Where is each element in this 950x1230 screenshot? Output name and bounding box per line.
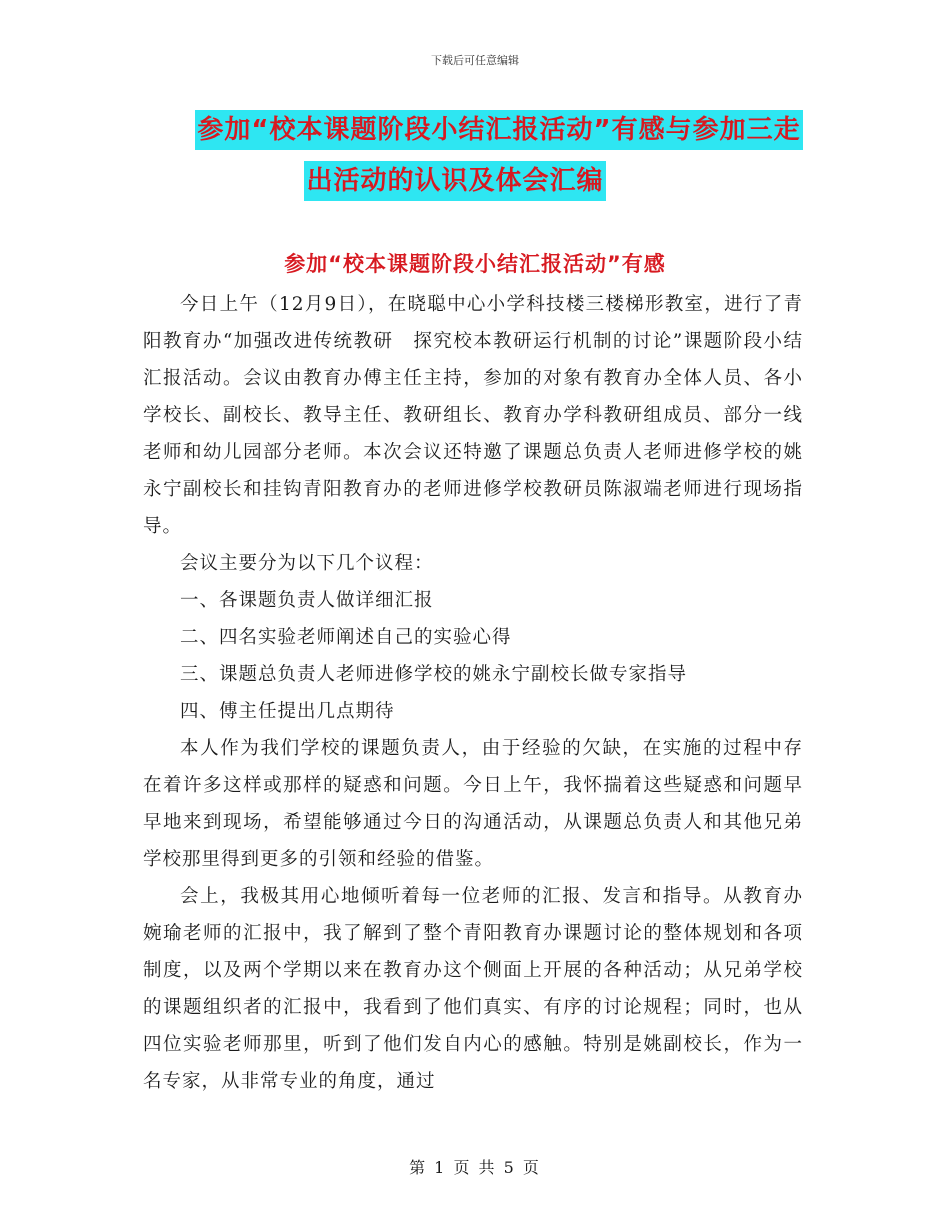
title-line-1: 参加“校本课题阶段小结汇报活动”有感与参加三走 — [195, 110, 802, 150]
agenda-item: 三、课题总负责人老师进修学校的姚永宁副校长做专家指导 — [180, 664, 688, 685]
agenda-item: 一、各课题负责人做详细汇报 — [180, 590, 434, 611]
agenda-item: 四、傅主任提出几点期待 — [180, 701, 395, 722]
header-note: 下载后可任意编辑 — [431, 54, 519, 67]
agenda-item: 二、四名实验老师阐述自己的实验心得 — [180, 627, 512, 648]
document-title — [0, 110, 950, 201]
title-line-2: 出活动的认识及体会汇编 — [304, 161, 605, 201]
section-heading: 参加“校本课题阶段小结汇报活动”有感 — [284, 252, 666, 276]
page-footer: 第 1 页 共 5 页 — [409, 1158, 541, 1177]
body-text — [143, 286, 803, 1100]
paragraph: 本人作为我们学校的课题负责人，由于经验的欠缺，在实施的过程中存在着许多这样或那样的疑惑和问题。今日上午，我怀揣着这些疑惑和问题早早地来到现场，希望能够通过今日的沟通活动，从课题总负责人和其他兄弟学校那里得到更多的引领和经验的借鉴。 — [143, 738, 803, 870]
paragraph: 会上，我极其用心地倾听着每一位老师的汇报、发言和指导。从教育办婉瑜老师的汇报中，我了解到了整个青阳教育办课题讨论的整体规划和各项制度，以及两个学期以来在教育办这个侧面上开展的各种活动；从兄弟学校的课题组织者的汇报中，我看到了他们真实、有序的讨论规程；同时，也从四位实验老师那里，听到了他们发自内心的感触。特别是姚副校长，作为一名专家，从非常专业的角度，通过 — [143, 886, 803, 1092]
paragraph: 会议主要分为以下几个议程： — [180, 553, 434, 574]
paragraph: 今日上午（12月9日），在晓聪中心小学科技楼三楼梯形教室，进行了青阳教育办“加强改进传统教研 探究校本教研运行机制的讨论”课题阶段小结汇报活动。会议由教育办傅主任主持，参加的对象有教育办全体人员、各小学校长、副校长、教导主任、教研组长、教育办学科教研组成员、部分一线老师和幼儿园部分老师。本次会议还特邀了课题总负责人老师进修学校的姚永宁副校长和挂钩青阳教育办的老师进修学校教研员陈淑端老师进行现场指导。 — [143, 294, 803, 537]
